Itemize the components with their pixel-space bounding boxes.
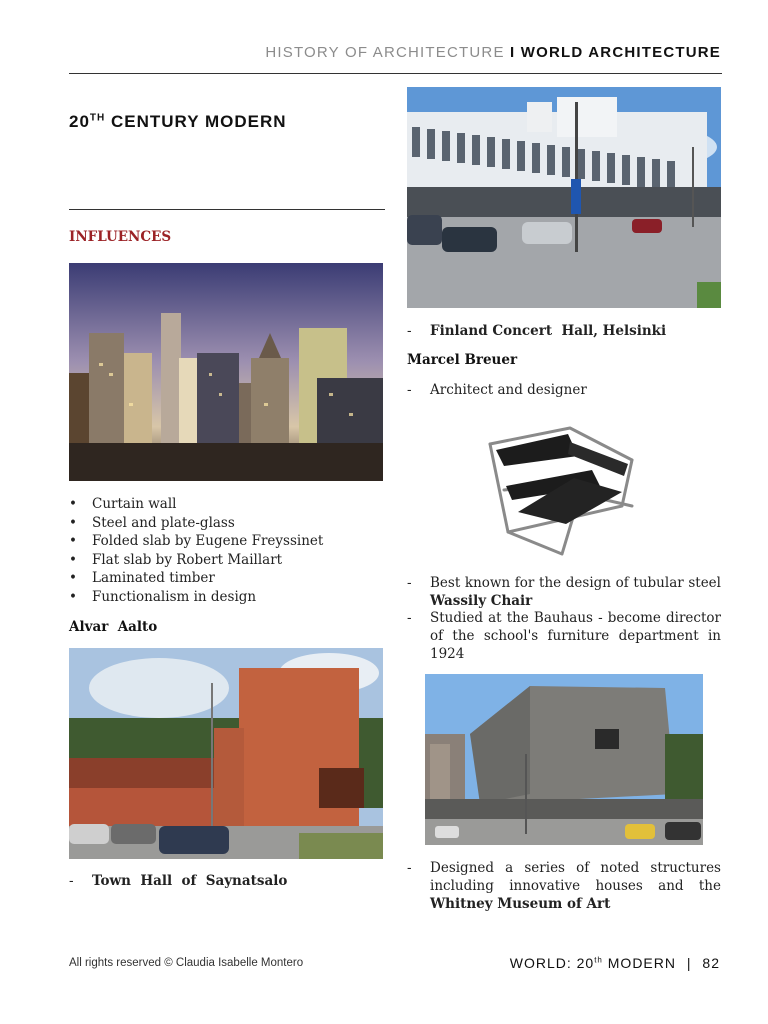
page-number: 82 <box>702 955 720 971</box>
breuer-heading: Marcel Breuer <box>407 352 518 368</box>
breuer-known-line: Best known for the design of tubular steel <box>430 575 721 591</box>
header-separator: I <box>510 44 516 61</box>
list-item: • Steel and plate-glass <box>69 514 323 533</box>
title-sup: TH <box>89 112 106 124</box>
running-header <box>265 44 721 61</box>
list-item: • Laminated timber <box>69 569 323 588</box>
title-prefix: 20 <box>69 112 90 131</box>
breuer-role-text: Architect and designer <box>430 382 587 398</box>
footer-bar: | <box>686 955 692 971</box>
dash-marker: - <box>407 610 412 626</box>
header-part2: WORLD ARCHITECTURE <box>520 44 721 61</box>
skyline-photo <box>69 263 383 481</box>
list-item: • Flat slab by Robert Maillart <box>69 551 323 570</box>
section-heading: INFLUENCES <box>69 229 172 245</box>
list-item: • Folded slab by Eugene Freyssinet <box>69 532 323 551</box>
aalto-heading: Alvar Aalto <box>69 619 158 635</box>
breuer-bauhaus <box>407 609 721 663</box>
list-item: • Functionalism in design <box>69 588 323 607</box>
dash-marker: - <box>407 382 412 398</box>
breuer-designed <box>407 859 721 913</box>
dash-marker: - <box>407 575 412 591</box>
header-part1: HISTORY OF ARCHITECTURE <box>265 44 505 61</box>
footer-rights: All rights reserved © Claudia Isabelle Montero <box>69 957 304 969</box>
breuer-known-text <box>430 574 721 610</box>
breuer-chair-name: Wassily Chair <box>430 593 533 609</box>
wassily-chair-image <box>482 420 644 556</box>
finland-caption <box>407 322 721 340</box>
breuer-bauhaus-text: Studied at the Bauhaus - become director of the school's furniture department in 1924 <box>430 610 721 662</box>
footer-label-prefix: WORLD: 20 <box>509 955 595 971</box>
dash-marker: - <box>407 323 412 339</box>
aalto-caption-text: Town Hall of Saynatsalo <box>92 873 288 889</box>
aalto-caption <box>69 872 369 890</box>
header-rule <box>69 73 722 74</box>
footer-label-rest: MODERN <box>607 955 676 971</box>
whitney-museum-photo <box>425 674 703 845</box>
breuer-designed-line: Designed a series of noted structures including innovative houses and the <box>430 860 721 894</box>
title-rest: CENTURY MODERN <box>111 112 287 131</box>
footer-label-sup: th <box>594 955 603 965</box>
title-rule <box>69 209 385 210</box>
list-item: • Curtain wall <box>69 495 323 514</box>
breuer-designed-text <box>430 859 721 913</box>
dash-marker: - <box>407 860 412 876</box>
footer-label <box>510 955 720 971</box>
breuer-role <box>407 381 721 399</box>
influences-list <box>69 495 323 607</box>
breuer-known-for <box>407 574 721 610</box>
dash-marker: - <box>69 873 74 889</box>
finland-hall-photo <box>407 87 721 308</box>
town-hall-photo <box>69 648 383 859</box>
whitney-museum-name: Whitney Museum of Art <box>430 896 611 912</box>
finland-caption-text: Finland Concert Hall, Helsinki <box>430 323 667 339</box>
page-title <box>69 112 287 132</box>
